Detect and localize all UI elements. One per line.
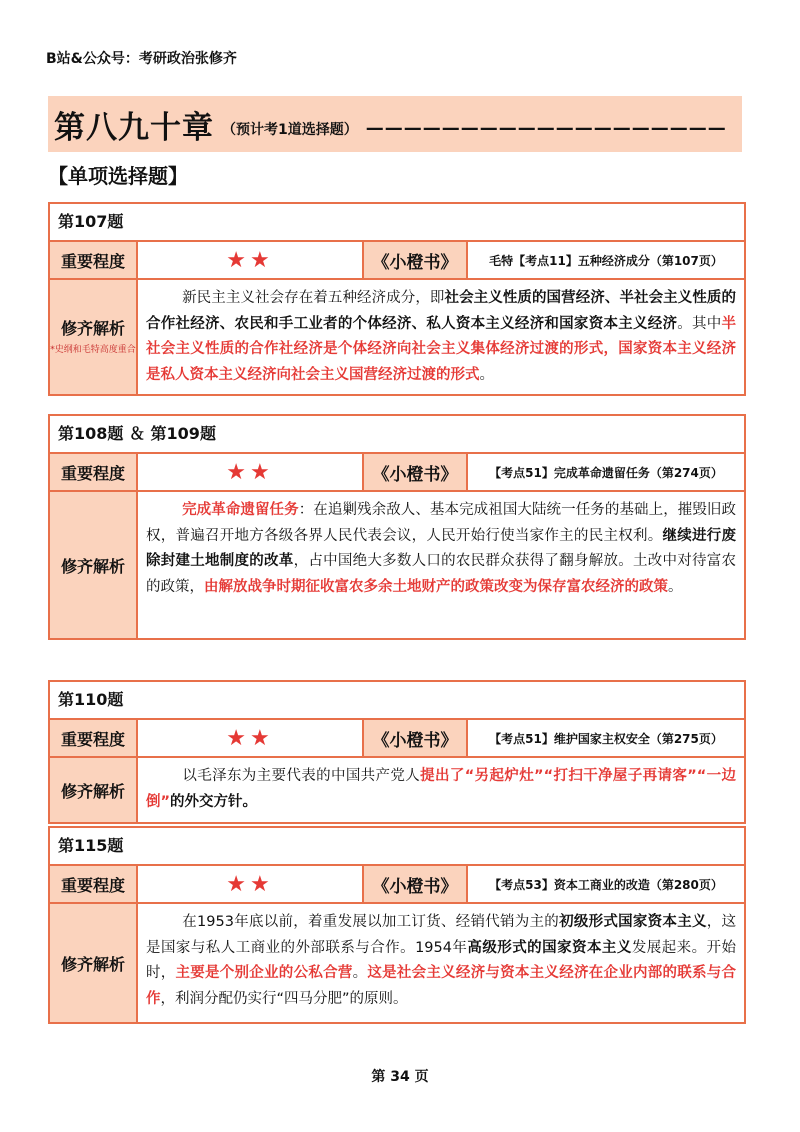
analysis-text bbox=[138, 758, 744, 822]
analysis-text bbox=[138, 492, 744, 638]
importance-label: 重要程度 bbox=[50, 242, 138, 278]
importance-stars: ★★ bbox=[138, 454, 364, 490]
question-title: 第110题 bbox=[50, 682, 744, 720]
analysis-row bbox=[50, 280, 744, 394]
analysis-segment: 社会主义性质的国营经济、半社会主义性质的合作社经济、农民和手工业者的个体经济、私人资本主义经济和国家资本主义经济 bbox=[146, 290, 736, 332]
book-label: 《小橙书》 bbox=[364, 454, 468, 490]
analysis-segment: 。 bbox=[479, 366, 494, 383]
analysis-segment: ，这是国家与私人工商业的外部联系与合作。1954年 bbox=[146, 914, 737, 956]
analysis-segment: 完成革命遗留任务 bbox=[182, 502, 299, 518]
analysis-segment: 。其中 bbox=[677, 315, 722, 332]
importance-stars: ★★ bbox=[138, 720, 364, 756]
analysis-segment: 初级形式国家资本主义 bbox=[559, 914, 707, 930]
analysis-segment: 半社会主义性质的合作社经济是个体经济向社会主义集体经济过渡的形式，国家资本主义经济是私人资本主义经济向社会主义国营经济过渡的形式 bbox=[146, 315, 737, 383]
book-label: 《小橙书》 bbox=[364, 242, 468, 278]
analysis-segment: 高级形式的国家资本主义 bbox=[467, 939, 632, 956]
importance-row bbox=[50, 866, 744, 904]
book-label: 《小橙书》 bbox=[364, 720, 468, 756]
importance-row bbox=[50, 454, 744, 492]
analysis-row bbox=[50, 904, 744, 1022]
question-title: 第108题 ＆ 第109题 bbox=[50, 416, 744, 454]
reference-text: 【考点51】完成革命遗留任务（第274页） bbox=[489, 465, 723, 480]
analysis-segment: 继续进行废除封建土地制度的改革 bbox=[146, 527, 737, 569]
analysis-segment: 发展起来。开始时， bbox=[146, 939, 737, 981]
analysis-segment: 由解放战争时期征收富农多余土地财产的政策改变为保存富农经济的政策 bbox=[204, 578, 668, 595]
chapter-title: 第八九十章 bbox=[54, 109, 214, 146]
analysis-segment: 主要是个别企业的公私合营 bbox=[175, 965, 353, 981]
analysis-segment: ，利润分配仍实行“四马分肥”的原则。 bbox=[160, 990, 408, 1007]
question-title: 第107题 bbox=[50, 204, 744, 242]
analysis-row bbox=[50, 758, 744, 822]
analysis-text bbox=[138, 904, 744, 1022]
page-number: 第 34 页 bbox=[371, 1069, 429, 1085]
analysis-segment: 的外交方针。 bbox=[170, 793, 258, 810]
analysis-label: 修齐解析 bbox=[50, 492, 138, 638]
importance-label: 重要程度 bbox=[50, 720, 138, 756]
analysis-segment: ：在追剿残余敌人、基本完成祖国大陆统一任务的基础上，摧毁旧政权，普遍召开地方各级各界人民代表会议，人民开始行使当家作主的民主权利。 bbox=[146, 502, 737, 544]
source-header: B站&公众号：考研政治张修齐 bbox=[46, 51, 237, 67]
importance-stars: ★★ bbox=[138, 866, 364, 902]
analysis-label: 修齐解析 bbox=[50, 904, 138, 1022]
analysis-segment: 以毛泽东为主要代表的中国共产党人 bbox=[182, 768, 421, 784]
importance-stars: ★★ bbox=[138, 242, 364, 278]
analysis-label: 修齐解析 bbox=[50, 758, 138, 822]
chapter-banner bbox=[48, 96, 742, 152]
question-title: 第115题 bbox=[50, 828, 744, 866]
book-label: 《小橙书》 bbox=[364, 866, 468, 902]
question-card-107 bbox=[48, 202, 746, 396]
analysis-text bbox=[138, 280, 744, 394]
question-card-115 bbox=[48, 826, 746, 1024]
chapter-subtitle: （预计考1道选择题） bbox=[222, 122, 358, 138]
analysis-label: 修齐解析 bbox=[60, 319, 125, 338]
analysis-segment: 。 bbox=[668, 578, 683, 595]
question-card-108-109 bbox=[48, 414, 746, 640]
analysis-segment: ，占中国绝大多数人口的农民群众获得了翻身解放。土改中对待富农的政策， bbox=[146, 553, 737, 595]
analysis-segment: 。 bbox=[352, 965, 368, 981]
reference-text: 【考点53】资本工商业的改造（第280页） bbox=[489, 877, 723, 892]
analysis-label-cell bbox=[50, 280, 138, 394]
reference-text: 毛特【考点11】五种经济成分（第107页） bbox=[489, 253, 723, 268]
analysis-row bbox=[50, 492, 744, 638]
question-card-110 bbox=[48, 680, 746, 824]
analysis-segment: 提出了“另起炉灶”“打扫干净屋子再请客”“一边倒” bbox=[146, 768, 737, 810]
importance-label: 重要程度 bbox=[50, 866, 138, 902]
importance-label: 重要程度 bbox=[50, 454, 138, 490]
importance-row bbox=[50, 720, 744, 758]
analysis-note: *史纲和毛特高度重合 bbox=[50, 345, 136, 355]
analysis-segment: 新民主主义社会存在着五种经济成分，即 bbox=[182, 290, 445, 306]
chapter-dash-line: ——————————————————— bbox=[365, 117, 727, 139]
section-title: 【单项选择题】 bbox=[48, 164, 188, 188]
reference-text: 【考点51】维护国家主权安全（第275页） bbox=[489, 731, 723, 746]
analysis-segment: 在1953年底以前，着重发展以加工订货、经销代销为主的 bbox=[182, 914, 560, 930]
analysis-segment: 这是社会主义经济与资本主义经济在企业内部的联系与合作 bbox=[146, 965, 737, 1007]
importance-row bbox=[50, 242, 744, 280]
